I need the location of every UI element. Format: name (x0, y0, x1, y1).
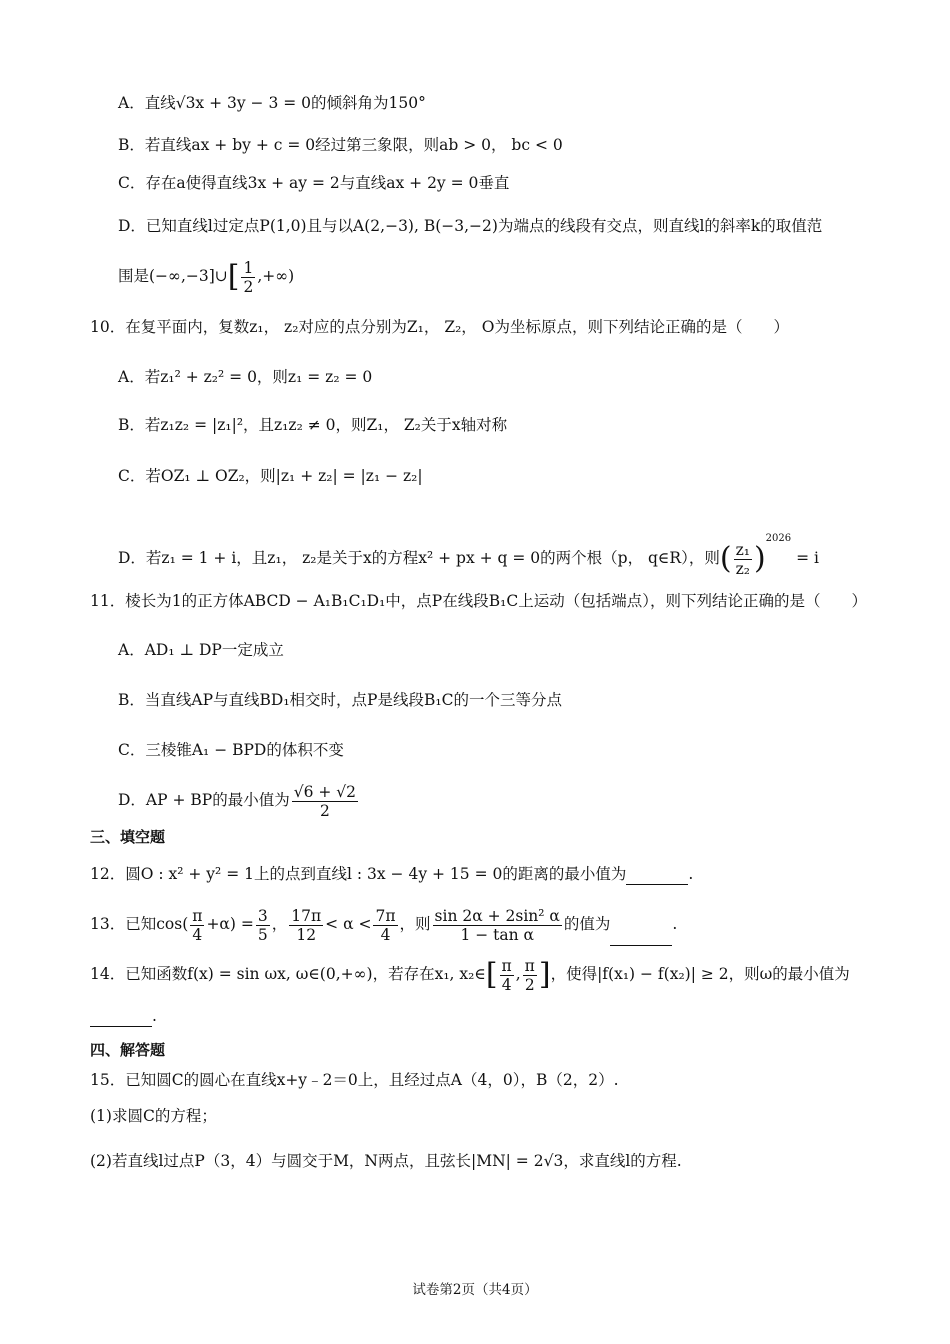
q13-part: ， (271, 915, 288, 933)
q10-option-a: A．若z₁² + z₂² = 0，则z₁ = z₂ = 0 (118, 368, 373, 386)
q9-option-a: A．直线√3x + 3y − 3 = 0的倾斜角为150° (118, 94, 426, 112)
q11-option-a: A．AD₁ ⊥ DP一定成立 (118, 641, 284, 659)
q9-option-d: D．已知直线l过定点P(1,0)且与以A(2,−3), B(−3,−2)为端点的线段有交点，则直线l的斜率k的取值范 (118, 217, 823, 235)
q13-part: 的值为 (563, 915, 611, 933)
q11-option-c: C．三棱锥A₁ − BPD的体积不变 (118, 741, 344, 759)
fraction-numerator: 3 (257, 906, 268, 925)
q10-d-suffix: = i (796, 549, 819, 567)
q10-stem: 10．在复平面内，复数z₁， z₂对应的点分别为Z₁， Z₂， O为坐标原点，则下列结论正确的是（ ） (90, 318, 789, 336)
q13-part: ，则 (399, 915, 431, 933)
fraction-numerator: π (524, 956, 535, 975)
q14-suffix: . (152, 1007, 157, 1025)
fraction-numerator: √6 + √2 (293, 782, 357, 801)
q11-option-b: B．当直线AP与直线BD₁相交时，点P是线段B₁C的一个三等分点 (118, 691, 562, 709)
q14 (90, 952, 850, 997)
q10-d-exponent: 2026 (765, 533, 792, 544)
answer-blank (626, 868, 688, 885)
q13-part: < α < (325, 915, 372, 933)
q13-fraction (289, 907, 323, 944)
q15-part-1: (1)求圆C的方程； (90, 1107, 217, 1125)
fraction-denominator: z₂ (735, 559, 750, 578)
fraction-numerator: 1 (243, 258, 254, 277)
fraction-denominator: 12 (296, 925, 317, 944)
q13-fraction (373, 907, 397, 944)
q9-option-c: C．存在a使得直线3x + ay = 2与直线ax + 2y = 0垂直 (118, 174, 510, 192)
fraction-numerator: π (192, 906, 203, 925)
q9-d-cont-suffix: ,+∞) (257, 267, 295, 285)
q14-part: 14．已知函数f(x) = sin ωx, ω∈(0,+∞)，若存在x₁, x₂∈ (90, 965, 486, 983)
fraction-denominator: 2 (524, 975, 535, 994)
q9-option-b: B．若直线ax + by + c = 0经过第三象限，则ab > 0， bc < 0 (118, 136, 563, 154)
q15-stem: 15．已知圆C的圆心在直线x+y﹣2＝0上，且经过点A（4，0），B（2，2）. (90, 1071, 619, 1089)
answer-blank (90, 1010, 152, 1027)
q12-suffix: . (688, 865, 694, 883)
fraction-denominator: 4 (380, 925, 391, 944)
left-bracket: [ (227, 259, 240, 294)
answer-blank (610, 929, 672, 946)
q14-fraction (500, 957, 514, 994)
fraction-numerator: sin 2α + 2sin² α (434, 906, 560, 925)
q15-part-2: (2)若直线l过点P（3，4）与圆交于M，N两点，且弦长|MN| = 2√3，求直线l的方程. (90, 1152, 682, 1170)
right-paren: ) (753, 541, 766, 576)
q11-d-fraction (292, 783, 358, 820)
fraction-numerator: π (501, 956, 512, 975)
q11-stem: 11．棱长为1的正方体ABCD − A₁B₁C₁D₁中，点P在线段B₁C上运动（包括端点），则下列结论正确的是（ ） (90, 592, 867, 610)
q13-suffix: . (672, 915, 678, 933)
fraction-numerator: 17π (291, 906, 322, 925)
left-bracket: [ (485, 957, 498, 992)
fraction-denominator: 4 (501, 975, 512, 994)
q13-part: 13．已知cos( (90, 915, 189, 933)
q10-d-fraction (734, 541, 752, 578)
q10-option-c: C．若OZ₁ ⊥ OZ₂，则|z₁ + z₂| = |z₁ − z₂| (118, 467, 423, 485)
q10-option-d (118, 514, 819, 584)
page-footer: 试卷第2页（共4页） (412, 1282, 538, 1298)
fraction-denominator: 5 (257, 925, 268, 944)
q12 (90, 863, 693, 885)
q13-part: +α) = (206, 915, 254, 933)
fraction-denominator: 2 (319, 801, 330, 820)
q14-fraction (523, 957, 537, 994)
fraction-denominator: 1 − tan α (460, 925, 534, 944)
q13-fraction (433, 907, 562, 944)
section-heading-solutions: 四、解答题 (90, 1041, 166, 1059)
fraction-denominator: 4 (192, 925, 203, 944)
q11-option-d (118, 778, 360, 822)
q14-part: ，使得|f(x₁) − f(x₂)| ≥ 2，则ω的最小值为 (550, 965, 850, 983)
section-heading-fill-in: 三、填空题 (90, 828, 166, 846)
q13 (90, 902, 677, 946)
q10-option-b: B．若z₁z₂ = |z₁|²，且z₁z₂ ≠ 0，则Z₁， Z₂关于x轴对称 (118, 416, 508, 434)
right-bracket: ] (538, 957, 551, 992)
q9-d-fraction (241, 259, 255, 296)
q11-d-prefix: D．AP + BP的最小值为 (118, 791, 290, 809)
q10-d-prefix: D．若z₁ = 1 + i，且z₁， z₂是关于x的方程x² + px + q = 0的两个根（p， q∈R），则 (118, 549, 720, 567)
q13-fraction (256, 907, 270, 944)
q14-sep: , (515, 965, 521, 983)
q14-answer-line (90, 1005, 157, 1027)
q9-option-d-continuation (118, 256, 294, 297)
q12-text: 12．圆O : x² + y² = 1上的点到直线l : 3x − 4y + 15 = 0的距离的最小值为 (90, 865, 627, 883)
left-paren: ( (719, 541, 732, 576)
q9-d-cont-prefix: 围是(−∞,−3]∪ (118, 267, 228, 285)
fraction-numerator: z₁ (735, 540, 750, 559)
fraction-denominator: 2 (243, 277, 254, 296)
fraction-numerator: 7π (375, 906, 396, 925)
q13-fraction (190, 907, 204, 944)
